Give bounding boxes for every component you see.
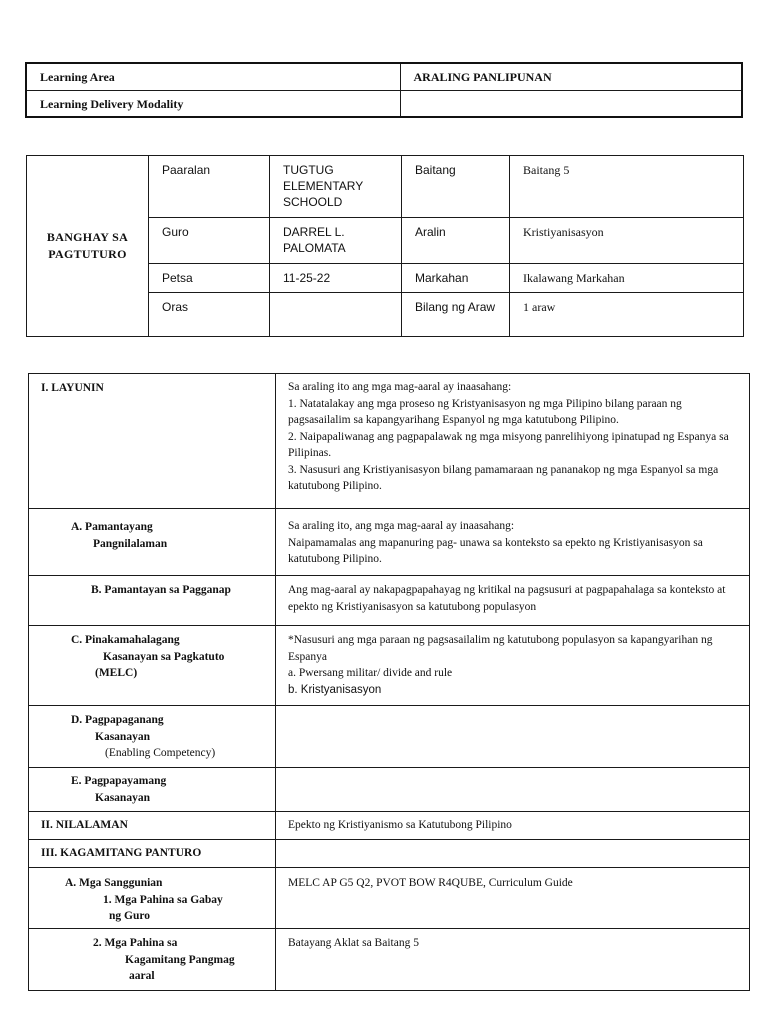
lesson-plan-table: [28, 373, 750, 991]
kagamitang-panturo-row: [29, 840, 750, 868]
learning-area-label: Learning Area: [26, 63, 400, 90]
pagpapayamang-content: [276, 768, 750, 812]
pagpapaganang-content: [276, 706, 750, 768]
pamantayang-pangnilalaman-content: [276, 509, 750, 576]
oras-label: Oras: [149, 293, 270, 337]
pagpapaganang-label-line2: Kasanayan: [95, 730, 150, 743]
kagamitang-pangmag-label-line1: 2. Mga Pahina sa: [93, 937, 178, 949]
pagpapayamang-label-line1: E. Pagpapayamang: [71, 775, 167, 787]
kagamitang-pangmag-label: [29, 929, 276, 991]
sanggunian-content: MELC AP G5 Q2, PVOT BOW R4QUBE, Curriculum Guide: [276, 868, 750, 929]
pamantayang-pangnilalaman-label-line1: A. Pamantayang: [71, 521, 153, 533]
delivery-modality-label: Learning Delivery Modality: [26, 90, 400, 117]
petsa-value: 11-25-22: [270, 264, 402, 293]
melc-item-b: b. Kristyanisasyon: [288, 683, 382, 696]
layunin-objective-3: 3. Nasusuri ang Kristiyanisasyon bilang pamamaraan ng pananakop ng mga Espanyol sa mga katutubong Pilipino.: [288, 463, 719, 492]
kagamitang-pangmag-label-line3: aaral: [129, 970, 155, 982]
melc-label-line3: (MELC): [95, 667, 138, 679]
pamantayang-pangnilalaman-label: [29, 509, 276, 576]
pamantayang-pangnilalaman-text: Naipamamalas ang mapanuring pag- unawa sa konteksto sa epekto ng Kristiyanisasyon sa katutubong Pilipino.: [288, 536, 703, 565]
kagamitang-pangmag-row: [29, 929, 750, 991]
pamantayang-pangnilalaman-label-line2: Pangnilalaman: [93, 537, 168, 550]
paaralan-value: TUGTUG ELEMENTARY SCHOOLD: [270, 156, 402, 218]
aralin-label: Aralin: [402, 218, 510, 264]
markahan-label: Markahan: [402, 264, 510, 293]
delivery-modality-row: [26, 90, 742, 117]
info-row-paaralan: [27, 156, 744, 218]
pagpapayamang-label: [29, 768, 276, 812]
pagpapaganang-label: [29, 706, 276, 768]
pagpapaganang-label-line3: (Enabling Competency): [105, 747, 216, 759]
nilalaman-label: II. NILALAMAN: [29, 812, 276, 840]
sanggunian-label-line2: 1. Mga Pahina sa Gabay: [103, 893, 223, 906]
layunin-content: [276, 374, 750, 509]
banghay-info-table: [26, 155, 744, 337]
layunin-objective-1: 1. Natatalakay ang mga proseso ng Kristyanisasyon ng mga Pilipino bilang paraan ng pagsasailalim sa kapangyarihang Espanyol ng mga katutubong Pilipino.: [288, 397, 682, 426]
kagamitang-pangmag-label-line2: Kagamitang Pangmag: [125, 953, 235, 966]
sanggunian-label: [29, 868, 276, 929]
melc-label: [29, 626, 276, 706]
melc-row: [29, 626, 750, 706]
markahan-value: Ikalawang Markahan: [510, 264, 744, 293]
aralin-value: Kristiyanisasyon: [510, 218, 744, 264]
kagamitang-panturo-content: [276, 840, 750, 868]
sanggunian-label-line1: A. Mga Sanggunian: [65, 877, 163, 889]
pagpapaganang-label-line1: D. Pagpapaganang: [71, 714, 164, 726]
delivery-modality-value: [400, 90, 742, 117]
pamantayang-pangnilalaman-row: [29, 509, 750, 576]
oras-value: [270, 293, 402, 337]
pagpapaganang-row: [29, 706, 750, 768]
learning-area-row: [26, 63, 742, 90]
guro-label: Guro: [149, 218, 270, 264]
melc-item-a: a. Pwersang militar/ divide and rule: [288, 667, 453, 679]
pagpapayamang-label-line2: Kasanayan: [95, 791, 150, 804]
kagamitang-panturo-label: III. KAGAMITANG PANTURO: [29, 840, 276, 868]
layunin-label: I. LAYUNIN: [29, 374, 276, 509]
kagamitang-pangmag-content: Batayang Aklat sa Baitang 5: [276, 929, 750, 991]
nilalaman-row: [29, 812, 750, 840]
pagpapayamang-row: [29, 768, 750, 812]
layunin-row: [29, 374, 750, 509]
layunin-objective-2: 2. Naipapaliwanag ang pagpapalawak ng mga misyong panrelihiyong ipinatupad ng Espanya sa Pilipinas.: [288, 430, 729, 459]
bilang-ng-araw-value: 1 araw: [510, 293, 744, 337]
banghay-title-line1: BANGHAY SA: [46, 230, 129, 244]
melc-content: [276, 626, 750, 706]
melc-competency: *Nasusuri ang mga paraan ng pagsasailalim ng katutubong populasyon sa kapangyarihan ng Espanya: [288, 634, 713, 663]
banghay-title-line2: PAGTUTURO: [48, 247, 127, 261]
pamantayang-pangnilalaman-intro: Sa araling ito, ang mga mag-aaral ay inaasahang:: [288, 520, 515, 532]
baitang-value: Baitang 5: [510, 156, 744, 218]
bilang-ng-araw-label: Bilang ng Araw: [402, 293, 510, 337]
baitang-label: Baitang: [402, 156, 510, 218]
banghay-title-cell: [27, 156, 149, 337]
pamantayan-pagganap-row: [29, 576, 750, 626]
layunin-intro: Sa araling ito ang mga mag-aaral ay inaasahang:: [288, 381, 512, 393]
paaralan-label: Paaralan: [149, 156, 270, 218]
learning-area-value: ARALING PANLIPUNAN: [400, 63, 742, 90]
guro-value: DARREL L. PALOMATA: [270, 218, 402, 264]
sanggunian-row: [29, 868, 750, 929]
melc-label-line2: Kasanayan sa Pagkatuto: [103, 650, 225, 663]
pamantayan-pagganap-content: Ang mag-aaral ay nakapagpapahayag ng kritikal na pagsusuri at pagpapahalaga sa konteksto at epekto ng Kristiyanisasyon sa katutubong populasyon: [276, 576, 750, 626]
nilalaman-content: Epekto ng Kristiyanismo sa Katutubong Pilipino: [276, 812, 750, 840]
petsa-label: Petsa: [149, 264, 270, 293]
melc-label-line1: C. Pinakamahalagang: [71, 634, 180, 646]
pamantayan-pagganap-label: B. Pamantayan sa Pagganap: [29, 576, 276, 626]
learning-area-table: [25, 62, 743, 118]
sanggunian-label-line3: ng Guro: [109, 910, 151, 922]
